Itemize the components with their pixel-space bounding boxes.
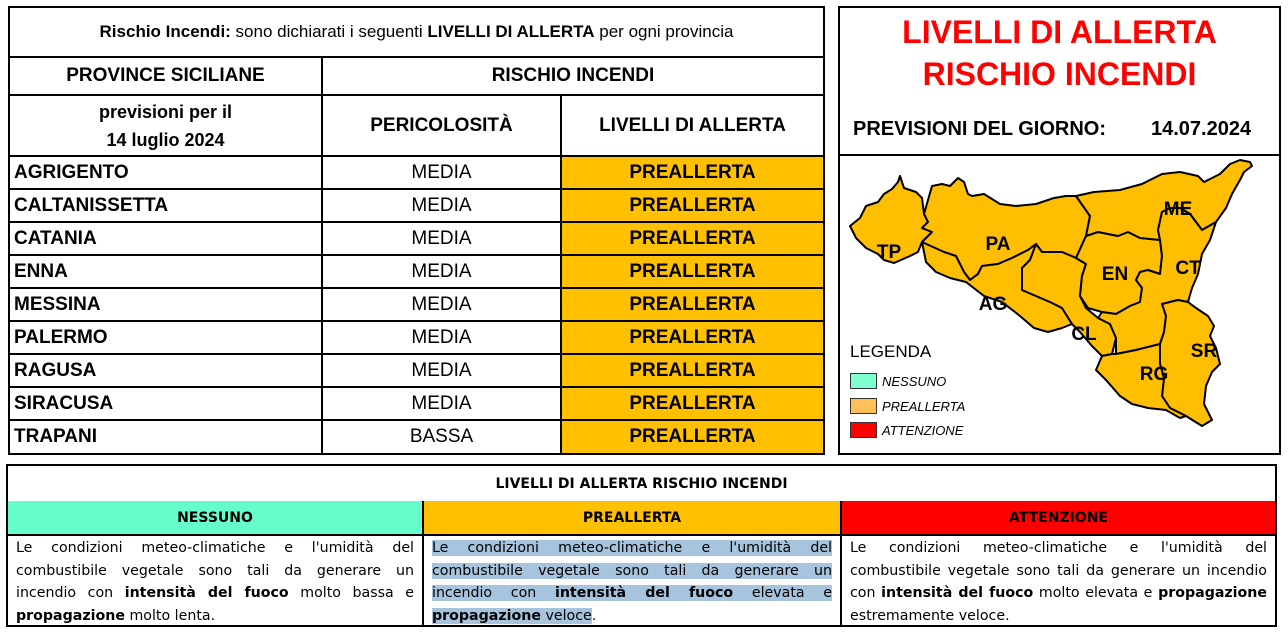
desc-text: estremamente veloce. [850,607,1010,624]
subheader-row [10,96,823,157]
province-header: PROVINCE SICILIANE [66,65,265,86]
hazard-value: MEDIA [321,388,560,419]
description-nessuno [8,536,422,625]
legend-swatch [850,398,877,414]
desc-bold: propagazione [16,607,125,624]
legend-item-attenzione [850,422,963,438]
province-name: ENNA [14,260,68,282]
table-row [10,322,823,355]
title-text: sono dichiarati i seguenti [230,22,428,41]
legend-label: NESSUNO [882,373,947,389]
map-label-ct: CT [1175,258,1201,279]
desc-text: molto bassa e [288,585,415,601]
table-row [10,190,823,223]
hazard-value: MEDIA [321,355,560,386]
title-bold-2: LIVELLI DI ALLERTA [427,22,595,41]
header-nessuno: NESSUNO [8,501,422,536]
desc-text: . [591,607,597,624]
desc-text: elevata e [733,585,833,601]
desc-text: molto lenta. [124,607,216,624]
table-row [10,388,823,421]
province-name: PALERMO [14,326,108,348]
alert-level: PREALLERTA [560,355,823,386]
alert-level: PREALLERTA [560,256,823,287]
desc-bold: propagazione [1158,585,1268,601]
desc-bold: intensità del fuoco [881,585,1034,601]
alert-level: PREALLERTA [560,289,823,320]
hazard-header: PERICOLOSITÀ [321,96,560,155]
alert-title-line-1: LIVELLI DI ALLERTA [902,14,1217,50]
hazard-value: MEDIA [321,190,560,221]
province-name: RAGUSA [14,359,97,381]
description-preallerta [422,536,840,625]
table-row [10,256,823,289]
date-line-1: previsioni per il [98,101,233,122]
table-row [10,355,823,388]
alert-level: PREALLERTA [560,157,823,188]
hazard-value: MEDIA [321,256,560,287]
province-name: CALTANISSETTA [14,194,169,216]
date-line-2: 14 luglio 2024 [106,129,225,150]
table-row [10,289,823,322]
desc-text: Le condizioni meteo-climatiche e l'umidità del combustibile vegetale sono tali da generare un incendio con [850,540,1267,601]
header-attenzione: ATTENZIONE [840,501,1275,536]
legend-swatch [850,422,877,438]
legend-table-title: LIVELLI DI ALLERTA RISCHIO INCENDI [8,466,1275,503]
forecast-label: PREVISIONI DEL GIORNO: [853,118,1106,140]
desc-text: veloce [540,607,592,624]
header-preallerta: PREALLERTA [422,501,840,536]
alert-level: PREALLERTA [560,388,823,419]
desc-text: molto elevata e [1033,585,1159,601]
hazard-value: MEDIA [321,289,560,320]
legend-label: ATTENZIONE [882,422,964,438]
alert-level: PREALLERTA [560,223,823,254]
map-label-tp: TP [876,242,902,263]
province-name: AGRIGENTO [14,161,129,183]
map-label-ag: AG [978,294,1008,315]
desc-bold: intensità del fuoco [554,585,734,601]
province-name: CATANIA [14,227,97,249]
forecast-date: 14.07.2024 [1151,118,1252,140]
table-row [10,157,823,190]
desc-text: Le condizioni meteo-climatiche e l'umidità del combustibile vegetale sono tali da generare un incendio con [16,540,414,601]
map-label-rg: RG [1139,364,1169,385]
legend-label: PREALLERTA [882,398,966,414]
province-alert-table [8,6,825,455]
desc-bold: intensità del fuoco [124,585,289,601]
header-row [10,58,823,96]
province-name: TRAPANI [14,426,98,447]
map-label-cl: CL [1071,324,1097,345]
hazard-value: MEDIA [321,223,560,254]
alert-level: PREALLERTA [560,421,823,453]
desc-bold: propagazione [432,607,541,624]
legend-item-preallerta [850,398,965,414]
legend-item-nessuno [850,373,946,389]
map-label-en: EN [1101,264,1129,285]
alert-level: PREALLERTA [560,322,823,353]
forecast-date-cell [10,96,321,155]
legend-title: LEGENDA [850,342,932,361]
province-name: SIRACUSA [14,392,114,414]
title-bold: Rischio Incendi: [99,22,231,41]
desc-text: Le condizioni meteo-climatiche e l'umidità del combustibile vegetale sono tali da generare un incendio con [432,540,832,601]
alert-level: PREALLERTA [560,190,823,221]
hazard-value: BASSA [321,421,560,453]
hazard-value: MEDIA [321,322,560,353]
table-row [10,223,823,256]
table-row [10,421,823,453]
map-label-pa: PA [985,234,1011,255]
description-attenzione [840,536,1275,625]
sicily-map-box [838,154,1281,455]
legend-swatch [850,373,877,389]
table-title [10,8,823,56]
alert-title-box [838,6,1281,156]
level-header: LIVELLI DI ALLERTA [560,96,823,155]
hazard-value: MEDIA [321,157,560,188]
map-label-me: ME [1163,199,1193,220]
alert-levels-legend-table [6,464,1277,627]
table-title-row [10,8,823,58]
alert-title-line-2: RISCHIO INCENDI [922,56,1197,92]
risk-group-header: RISCHIO INCENDI [321,58,823,94]
title-end: per ogni provincia [594,22,734,41]
province-name: MESSINA [14,293,101,315]
map-label-sr: SR [1190,341,1218,362]
